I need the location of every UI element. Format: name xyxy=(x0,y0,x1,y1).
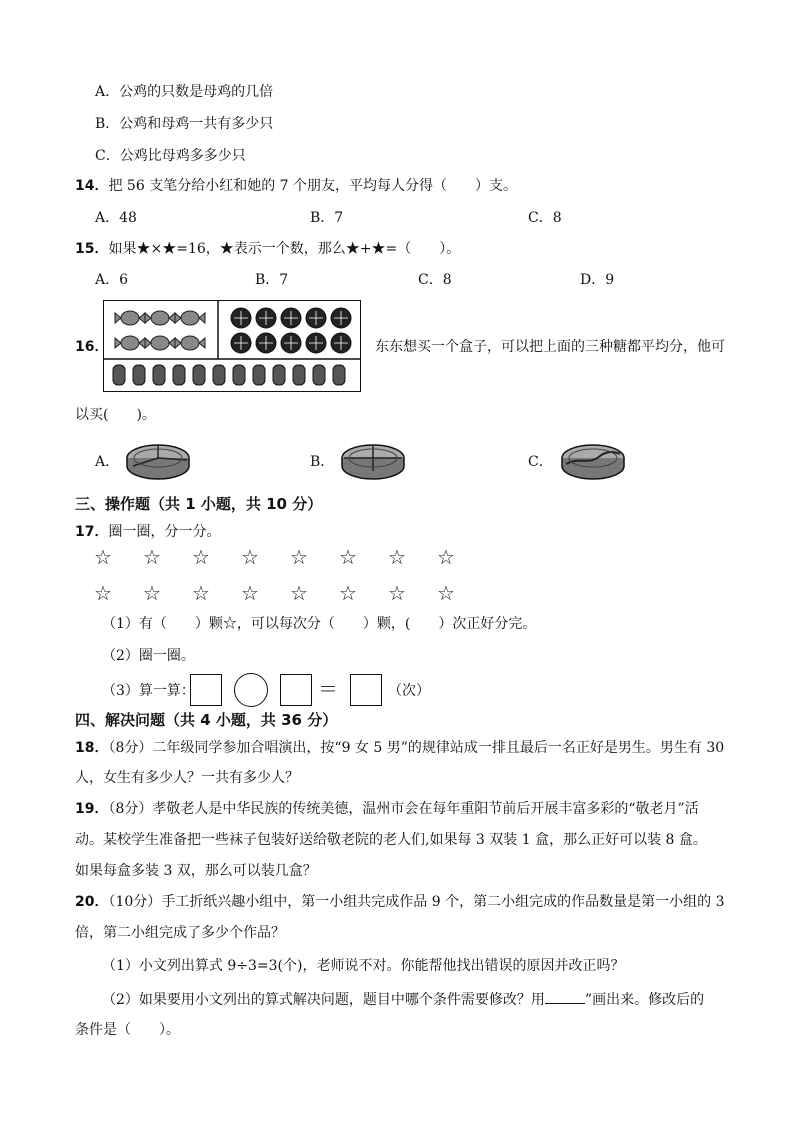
q20-sub2: （2）如果要用小文列出的算式解决问题，题目中哪个条件需要修改？用 ”画出来。修改后的 xyxy=(102,989,704,1010)
q13-option-a xyxy=(95,82,273,102)
long-candies xyxy=(113,365,345,385)
unit-label: （次） xyxy=(388,683,430,699)
star-icon[interactable]: ☆ xyxy=(94,581,112,605)
question-number: 20． xyxy=(75,894,109,910)
q20-line2: 倍，第二小组完成了多少个作品？ xyxy=(75,925,285,941)
answer-box-2[interactable] xyxy=(280,674,312,706)
star-icon[interactable]: ☆ xyxy=(339,581,357,605)
q16-option-a-label: A． xyxy=(95,454,120,470)
option-label: B． xyxy=(95,116,120,132)
section-3-heading: 三、操作题（共 1 小题，共 10 分） xyxy=(75,495,323,513)
question-number: 16． xyxy=(75,339,109,355)
q14-option-c: C．8 xyxy=(528,210,562,226)
q16-text: 东东想买一个盒子，可以把上面的三种糖都平均分，他可 xyxy=(375,339,725,355)
question-number: 18． xyxy=(75,740,109,756)
star-icon[interactable]: ☆ xyxy=(143,545,161,569)
score-label: （10分） xyxy=(108,894,162,910)
q19-line1 xyxy=(75,799,699,819)
q15-option-d: D．9 xyxy=(580,272,615,288)
wrapped-candies xyxy=(115,311,205,350)
question-number: 17． xyxy=(75,524,109,540)
option-label: C． xyxy=(95,148,120,164)
question-text: 圈一圈，分一分。 xyxy=(108,524,221,540)
equals-sign: ＝ xyxy=(318,677,338,701)
star-icon[interactable]: ☆ xyxy=(388,581,406,605)
question-text: 二年级同学参加合唱演出，按“9 女 5 男”的规律站成一排且最后一名正好是男生。男生有 30 xyxy=(152,740,725,756)
answer-box-1[interactable] xyxy=(190,674,222,706)
question-text: 孝敬老人是中华民族的传统美德，温州市会在每年重阳节前后开展丰富多彩的“敬老月”活 xyxy=(152,801,699,817)
box-option-b-image xyxy=(340,438,406,482)
q16-option-c-label: C． xyxy=(528,454,553,470)
q19-line2: 动。某校学生准备把一些袜子包装好送给敬老院的老人们,如果每 3 双装 1 盒，那么正好可以装 8 盒。 xyxy=(75,832,707,848)
star-icon[interactable]: ☆ xyxy=(241,581,259,605)
q14-stem xyxy=(75,176,517,196)
q15-option-c: C．8 xyxy=(418,272,452,288)
q17-sub3-label: （3）算一算： xyxy=(102,683,195,699)
box-option-a-image xyxy=(125,438,191,482)
star-icon[interactable]: ☆ xyxy=(192,581,210,605)
candy-picture xyxy=(103,300,361,392)
score-label: （8分） xyxy=(108,801,153,817)
star-icon[interactable]: ☆ xyxy=(143,581,161,605)
q18-line1 xyxy=(75,738,724,758)
star-icon[interactable]: ☆ xyxy=(290,545,308,569)
option-text: 公鸡的只数是母鸡的几倍 xyxy=(119,84,274,100)
star-icon[interactable]: ☆ xyxy=(339,545,357,569)
box-option-c-image xyxy=(560,438,626,482)
question-number: 14． xyxy=(75,178,109,194)
operator-circle[interactable] xyxy=(234,673,268,707)
star-icon[interactable]: ☆ xyxy=(388,545,406,569)
q14-option-a: A．48 xyxy=(95,210,137,226)
q17-sub1: （1）有（ ）颗☆，可以每次分（ ）颗，( ）次正好分完。 xyxy=(102,616,537,632)
q20-sub2-cont: 条件是（ ）。 xyxy=(75,1022,180,1038)
question-number: 19． xyxy=(75,801,109,817)
q20-sub1: （1）小文列出算式 9÷3=3(个)，老师说不对。你能帮他找出错误的原因并改正吗？ xyxy=(102,958,625,974)
q13-option-c xyxy=(95,146,246,166)
question-text: 把 56 支笔分给小红和她的 7 个朋友，平均每人分得（ ）支。 xyxy=(108,178,518,194)
option-label: A． xyxy=(95,84,120,100)
star-icon[interactable]: ☆ xyxy=(437,581,455,605)
q15-option-a: A．6 xyxy=(95,272,129,288)
score-label: （8分） xyxy=(108,740,153,756)
star-icon[interactable]: ☆ xyxy=(241,545,259,569)
section-4-heading: 四、解决问题（共 4 小题，共 36 分） xyxy=(75,711,338,729)
q16-text-cont: 以买( )。 xyxy=(75,407,156,423)
option-text: 公鸡和母鸡一共有多少只 xyxy=(119,116,274,132)
star-icon[interactable]: ☆ xyxy=(192,545,210,569)
q15-option-b: B．7 xyxy=(255,272,289,288)
q14-option-b: B．7 xyxy=(310,210,344,226)
answer-box-3[interactable] xyxy=(350,674,382,706)
q18-line2: 人，女生有多少人？一共有多少人？ xyxy=(75,770,299,786)
q15-stem xyxy=(75,239,460,259)
q16-option-b-label: B． xyxy=(310,454,335,470)
q17-sub2: （2）圈一圈。 xyxy=(102,648,195,664)
star-icon[interactable]: ☆ xyxy=(290,581,308,605)
option-text: 公鸡比母鸡多多少只 xyxy=(119,148,246,164)
candy-illustration xyxy=(104,301,360,391)
question-number: 15． xyxy=(75,241,109,257)
q17-stem xyxy=(75,522,220,542)
q19-line3: 如果每盒多装 3 双，那么可以装几盒？ xyxy=(75,863,317,879)
question-text: 如果★×★=16，★表示一个数，那么★+★=（ ）。 xyxy=(108,241,461,257)
underline-blank xyxy=(545,989,585,1004)
q20-line1 xyxy=(75,892,724,912)
star-icon[interactable]: ☆ xyxy=(94,545,112,569)
star-icon[interactable]: ☆ xyxy=(437,545,455,569)
question-text: 手工折纸兴趣小组中，第一小组共完成作品 9 个，第二小组完成的作品数量是第一小组的 3 xyxy=(161,894,725,910)
q13-option-b xyxy=(95,114,273,134)
